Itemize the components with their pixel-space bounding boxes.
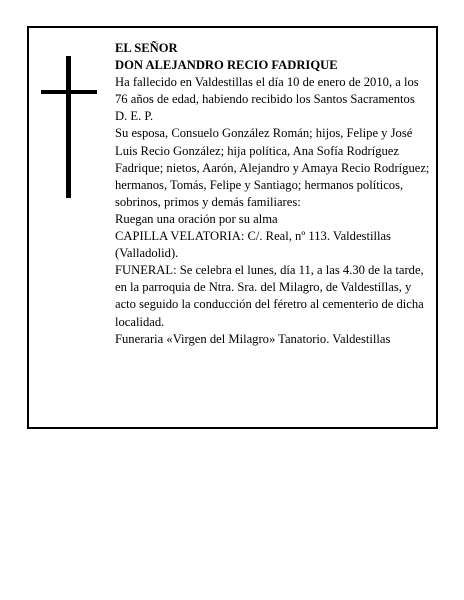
cross-icon	[41, 56, 97, 198]
obituary-notice	[27, 26, 438, 429]
notice-text	[115, 40, 433, 348]
family-members: Su esposa, Consuelo González Román; hijos, Felipe y José Luis Recio González; hija política, Ana Sofía Rodríguez Fadrique; nietos, Aarón, Alejandro y Amaya Recio Rodríguez; hermanos, Tomás, Felipe y Santiago; hermanos políticos, sobrinos, primos y demás familiares:	[115, 126, 430, 209]
funeral-home: Funeraria «Virgen del Milagro» Tanatorio. Valdestillas	[115, 331, 391, 346]
heading-title: EL SEÑOR	[115, 41, 178, 55]
cross-vertical-bar	[66, 56, 71, 198]
rest-in-peace: D. E. P.	[115, 109, 154, 124]
funeral-details: FUNERAL: Se celebra el lunes, día 11, a las 4.30 de la tarde, en la parroquia de Ntra. Sra. del Milagro, de Valdestillas, y acto seguido la conducción del féretro al cementerio de dicha localidad.	[115, 263, 424, 329]
deceased-name: DON ALEJANDRO RECIO FADRIQUE	[115, 58, 338, 73]
wake-chapel: CAPILLA VELATORIA: C/. Real, nº 113. Valdestillas (Valladolid).	[115, 229, 391, 261]
death-announcement: Ha fallecido en Valdestillas el día 10 de enero de 2010, a los 76 años de edad, habiendo recibido los Santos Sacramentos	[115, 75, 419, 107]
prayer-request: Ruegan una oración por su alma	[115, 211, 278, 226]
cross-horizontal-bar	[41, 90, 97, 94]
